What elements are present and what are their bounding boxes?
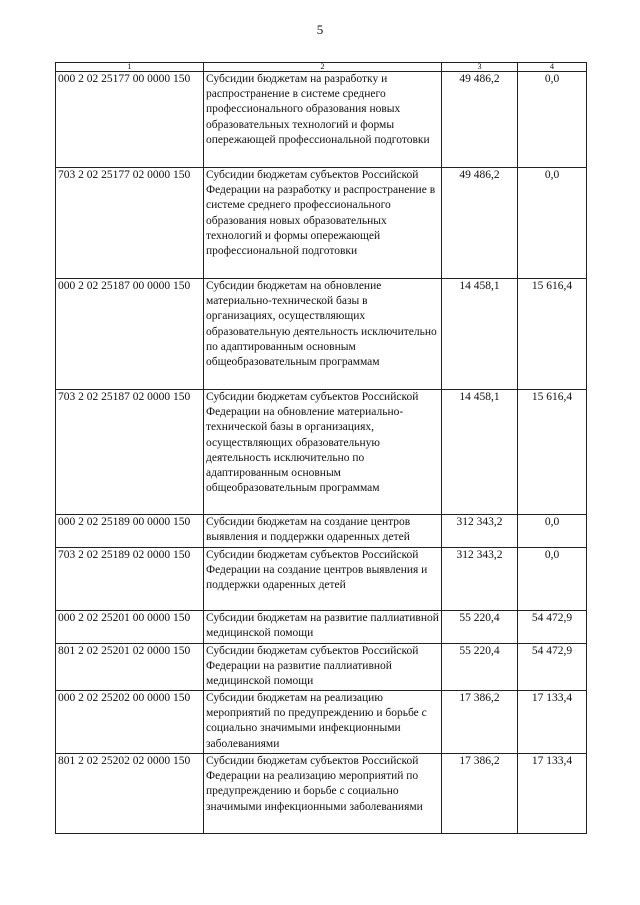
amount-col3-cell: 312 343,2 (442, 515, 518, 548)
budget-code-cell: 703 2 02 25187 02 0000 150 (56, 390, 204, 515)
table-row (56, 515, 587, 548)
budget-code-cell: 000 2 02 25201 00 0000 150 (56, 611, 204, 644)
column-number-row (56, 63, 587, 72)
description-cell: Субсидии бюджетам субъектов Российской Федерации на обновление материально-технической базы в организациях, осуществляющих образовательную деятельность исключительно по адаптированным основным общеобразовательным программам (204, 390, 442, 515)
column-number-3: 3 (442, 63, 518, 72)
table-row (56, 279, 587, 390)
amount-col4-cell: 17 133,4 (518, 754, 587, 834)
amount-col4-cell: 54 472,9 (518, 611, 587, 644)
table-row (56, 390, 587, 515)
amount-col3-cell: 17 386,2 (442, 691, 518, 754)
budget-code-cell: 000 2 02 25202 00 0000 150 (56, 691, 204, 754)
amount-col4-cell: 15 616,4 (518, 390, 587, 515)
table-row (56, 72, 587, 168)
budget-code-cell: 703 2 02 25177 02 0000 150 (56, 168, 204, 279)
budget-code-cell: 801 2 02 25202 02 0000 150 (56, 754, 204, 834)
amount-col3-cell: 55 220,4 (442, 644, 518, 691)
budget-code-cell: 000 2 02 25187 00 0000 150 (56, 279, 204, 390)
budget-code-cell: 000 2 02 25177 00 0000 150 (56, 72, 204, 168)
amount-col4-cell: 17 133,4 (518, 691, 587, 754)
budget-code-cell: 801 2 02 25201 02 0000 150 (56, 644, 204, 691)
table-row (56, 611, 587, 644)
description-cell: Субсидии бюджетам на развитие паллиативной медицинской помощи (204, 611, 442, 644)
description-cell: Субсидии бюджетам субъектов Российской Федерации на развитие паллиативной медицинской помощи (204, 644, 442, 691)
description-cell: Субсидии бюджетам субъектов Российской Федерации на создание центров выявления и поддержки одаренных детей (204, 548, 442, 611)
amount-col3-cell: 49 486,2 (442, 72, 518, 168)
budget-table (55, 62, 587, 834)
description-cell: Субсидии бюджетам субъектов Российской Федерации на разработку и распространение в системе среднего профессионального образования новых образовательных технологий и формы опережающей профессиональной подготовки (204, 168, 442, 279)
amount-col3-cell: 14 458,1 (442, 390, 518, 515)
table-row (56, 754, 587, 834)
description-cell: Субсидии бюджетам на создание центров выявления и поддержки одаренных детей (204, 515, 442, 548)
description-cell: Субсидии бюджетам на реализацию мероприятий по предупреждению и борьбе с социально значимыми инфекционными заболеваниями (204, 691, 442, 754)
column-number-4: 4 (518, 63, 587, 72)
amount-col3-cell: 14 458,1 (442, 279, 518, 390)
amount-col4-cell: 0,0 (518, 168, 587, 279)
amount-col3-cell: 17 386,2 (442, 754, 518, 834)
budget-code-cell: 703 2 02 25189 02 0000 150 (56, 548, 204, 611)
table-row (56, 644, 587, 691)
column-number-1: 1 (56, 63, 204, 72)
description-cell: Субсидии бюджетам субъектов Российской Федерации на реализацию мероприятий по предупреждению и борьбе с социально значимыми инфекционными заболеваниями (204, 754, 442, 834)
amount-col3-cell: 49 486,2 (442, 168, 518, 279)
amount-col3-cell: 312 343,2 (442, 548, 518, 611)
page-number: 5 (316, 22, 324, 37)
amount-col4-cell: 0,0 (518, 72, 587, 168)
budget-code-cell: 000 2 02 25189 00 0000 150 (56, 515, 204, 548)
amount-col4-cell: 15 616,4 (518, 279, 587, 390)
description-cell: Субсидии бюджетам на разработку и распространение в системе среднего профессионального образования новых образовательных технологий и формы опережающей профессиональной подготовки (204, 72, 442, 168)
amount-col3-cell: 55 220,4 (442, 611, 518, 644)
amount-col4-cell: 54 472,9 (518, 644, 587, 691)
table-row (56, 548, 587, 611)
amount-col4-cell: 0,0 (518, 548, 587, 611)
column-number-2: 2 (204, 63, 442, 72)
description-cell: Субсидии бюджетам на обновление материально-технической базы в организациях, осуществляющих образовательную деятельность исключительно по адаптированным основным общеобразовательным программам (204, 279, 442, 390)
table-row (56, 168, 587, 279)
table-row (56, 691, 587, 754)
amount-col4-cell: 0,0 (518, 515, 587, 548)
